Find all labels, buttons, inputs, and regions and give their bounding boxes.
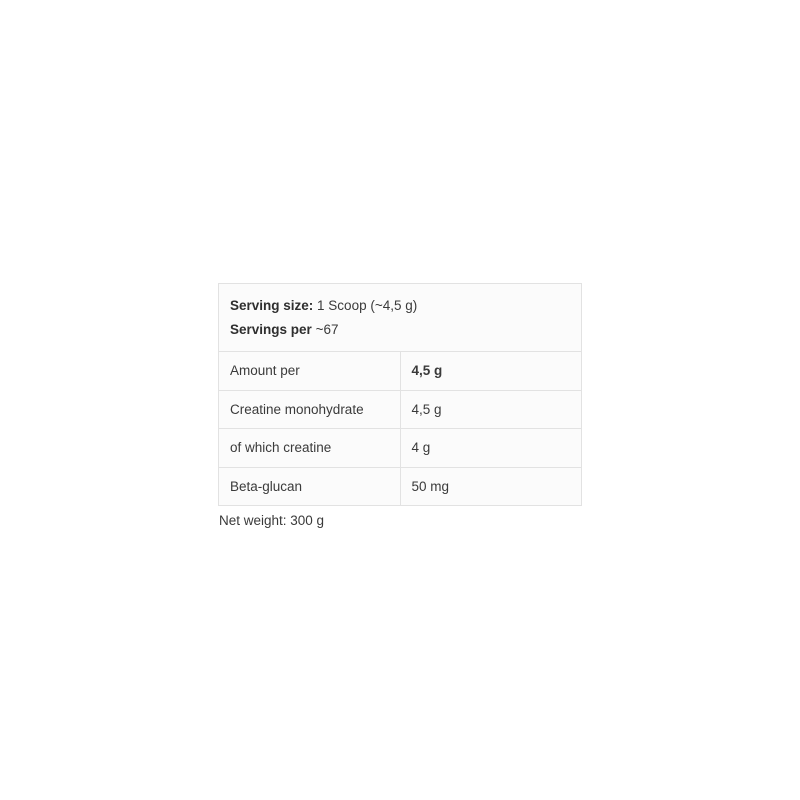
net-weight-text: Net weight: 300 g bbox=[219, 513, 325, 529]
serving-size-label: Serving size: bbox=[230, 298, 314, 313]
table-row bbox=[219, 467, 582, 506]
row-label-amount-per: Amount per bbox=[219, 352, 401, 391]
table-row bbox=[219, 390, 582, 429]
table-row bbox=[219, 429, 582, 468]
servings-per-value: ~67 bbox=[315, 321, 339, 337]
table-row bbox=[219, 352, 582, 391]
servings-per-label: Servings per bbox=[230, 321, 312, 337]
serving-size-value: 1 Scoop (~4,5 g) bbox=[317, 298, 418, 313]
serving-header-cell bbox=[219, 284, 582, 352]
row-value-amount-per: 4,5 g bbox=[400, 352, 582, 391]
row-value-beta-glucan: 50 mg bbox=[400, 467, 582, 506]
row-label-of-which-creatine: of which creatine bbox=[219, 429, 401, 468]
row-value-of-which-creatine: 4 g bbox=[400, 429, 582, 468]
table-row-header bbox=[219, 284, 582, 352]
row-label-creatine-monohydrate: Creatine monohydrate bbox=[219, 390, 401, 429]
row-value-creatine-monohydrate: 4,5 g bbox=[400, 390, 582, 429]
serving-size-line bbox=[230, 296, 571, 316]
nutrition-facts-panel bbox=[218, 283, 582, 528]
row-label-beta-glucan: Beta-glucan bbox=[219, 467, 401, 506]
nutrition-table bbox=[218, 283, 582, 506]
servings-per-line bbox=[230, 320, 571, 340]
